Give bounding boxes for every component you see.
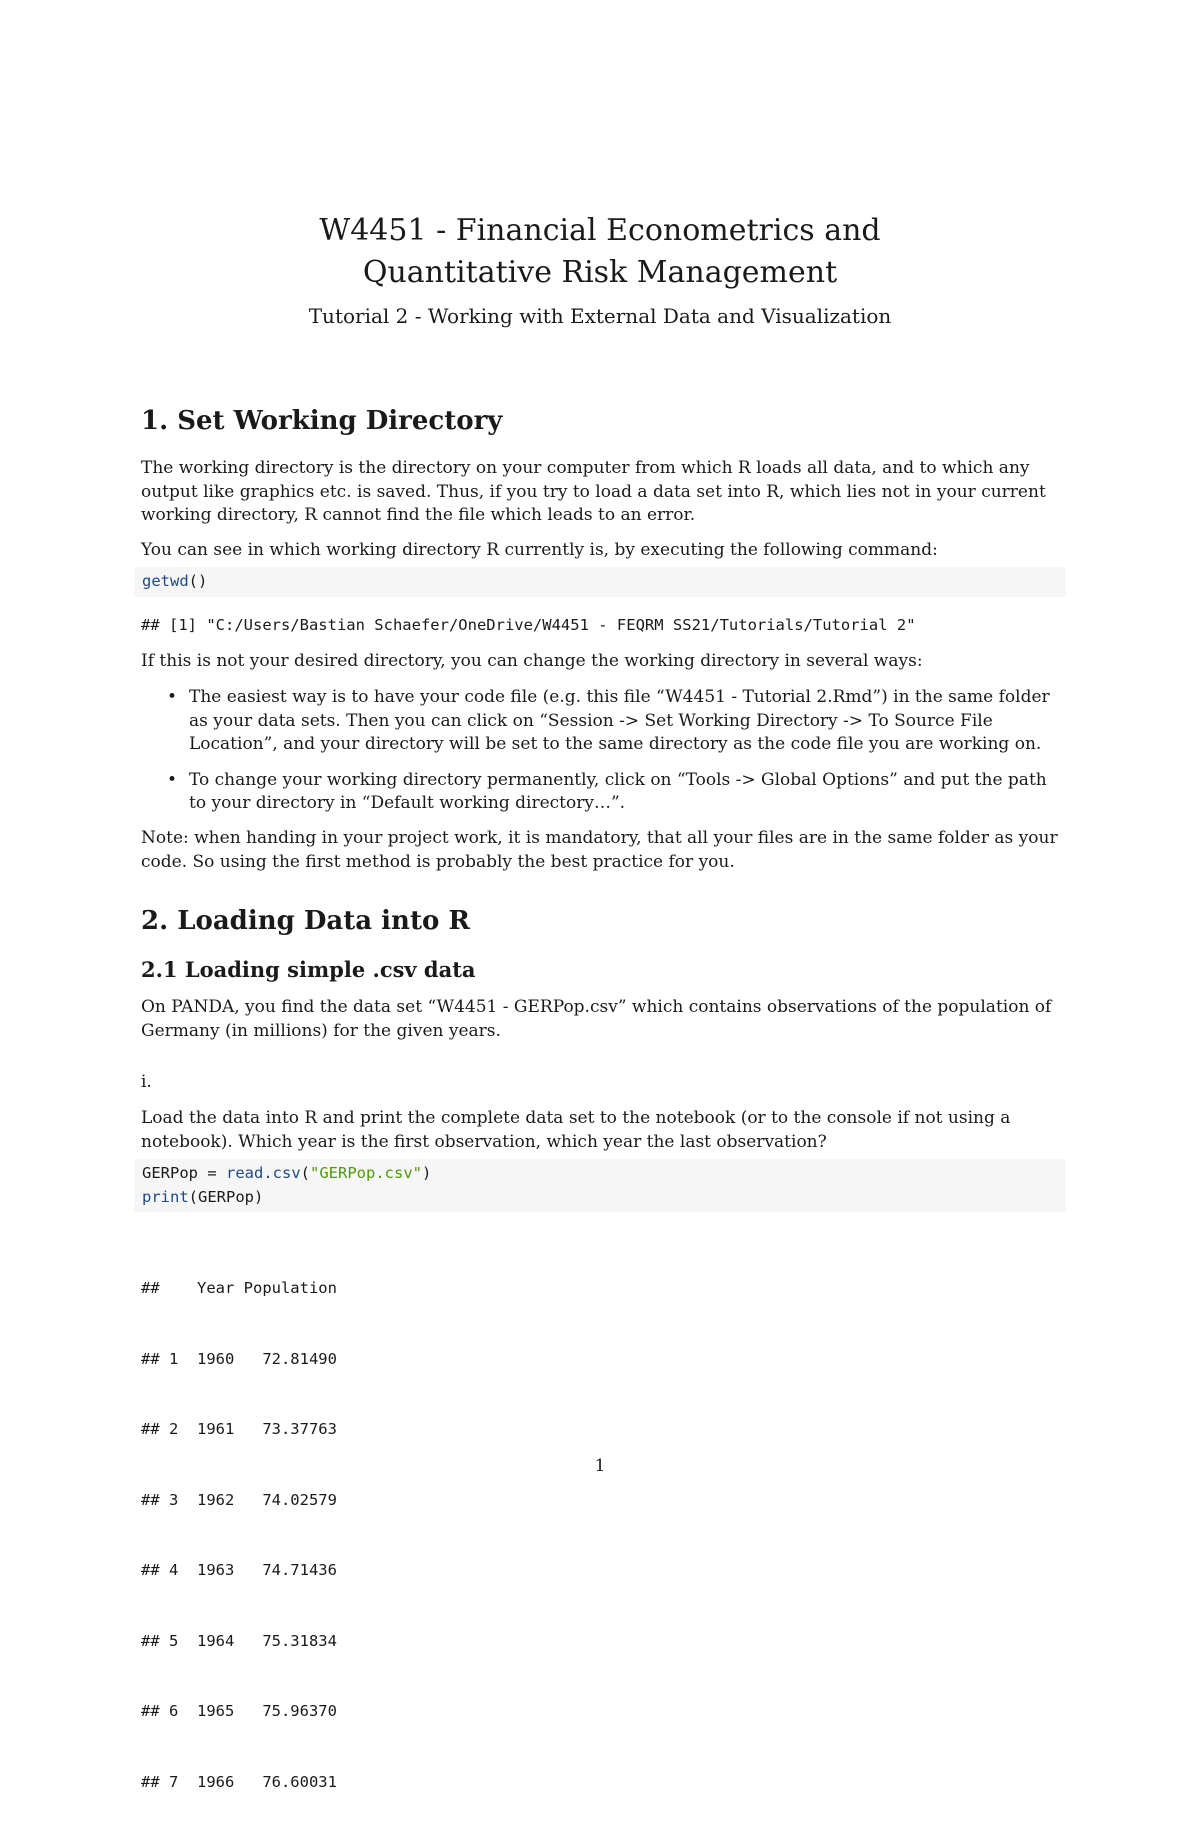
title-line-2: Quantitative Risk Management	[362, 255, 838, 290]
table-row: ## 7 1966 76.60031	[141, 1772, 337, 1791]
section-2-paragraph-2: Load the data into R and print the complete data set to the notebook (or to the console if not using a notebook). Which year is the first observation, which year the last observation?	[141, 1108, 1011, 1152]
subsection-2-1-heading: 2.1 Loading simple .csv data	[141, 957, 476, 982]
item-label: i.	[141, 1072, 152, 1092]
bullet-list	[141, 686, 1064, 828]
note-paragraph: Note: when handing in your project work, it is mandatory, that all your files are in the same folder as your code. So using the first method is probably the best practice for you.	[141, 828, 1058, 872]
bullet-icon: •	[167, 687, 178, 707]
section-2-heading: 2. Loading Data into R	[141, 906, 470, 936]
title-block	[0, 210, 1200, 328]
table-row: ## 2 1961 73.37763	[141, 1420, 337, 1438]
table-row: ## 5 1964 75.31834	[141, 1631, 337, 1650]
title-line-1: W4451 - Financial Econometrics and	[319, 213, 881, 248]
list-item: • To change your working directory permanently, click on “Tools -> Global Options” and put the path to your directory in “Default working directory…”.	[167, 769, 1047, 813]
section-1-paragraph-1: The working directory is the directory on your computer from which R loads all data, and to which any output like graphics etc. is saved. Thus, if you try to load a data set into R, which lies not in your current working directory, R cannot find the file which leads to an error.	[141, 458, 1046, 525]
list-item: • The easiest way is to have your code file (e.g. this file “W4451 - Tutorial 2.Rmd”) in the same folder as your data sets. Then you can click on “Session -> Set Working Directory -> To Source File Location”, and your directory will be set to the same directory as the code file you are working on.	[167, 687, 1050, 754]
code-function: getwd	[142, 572, 189, 590]
table-row: ## 3 1962 74.02579	[141, 1490, 337, 1509]
code-block-read-csv	[134, 1159, 1066, 1212]
code-block-getwd	[134, 567, 1066, 597]
table-row: ## 4 1963 74.71436	[141, 1561, 337, 1579]
code-line-1: GERPop = read.csv("GERPop.csv")	[142, 1164, 432, 1182]
section-1-paragraph-2: You can see in which working directory R currently is, by executing the following command:	[141, 540, 938, 560]
table-row: ## 1 1960 72.81490	[141, 1349, 337, 1368]
subtitle: Tutorial 2 - Working with External Data and Visualization	[308, 304, 892, 328]
code-line-2: print(GERPop)	[142, 1188, 264, 1206]
bullet-icon: •	[167, 769, 178, 790]
section-1-heading: 1. Set Working Directory	[141, 406, 503, 436]
page-number: 1	[594, 1456, 606, 1476]
section-2-paragraph-1: On PANDA, you find the data set “W4451 - GERPop.csv” which contains observations of the population of Germany (in millions) for the given years.	[141, 997, 1052, 1041]
table-row: ## 6 1965 75.96370	[141, 1702, 337, 1720]
code-output-table	[141, 1230, 337, 1841]
section-1-paragraph-3: If this is not your desired directory, you can change the working directory in several ways:	[141, 651, 923, 671]
table-row: ## Year Population	[141, 1279, 337, 1297]
code-output-getwd: ## [1] "C:/Users/Bastian Schaefer/OneDrive/W4451 - FEQRM SS21/Tutorials/Tutorial 2"	[141, 616, 916, 634]
code-text: ()	[188, 572, 208, 590]
